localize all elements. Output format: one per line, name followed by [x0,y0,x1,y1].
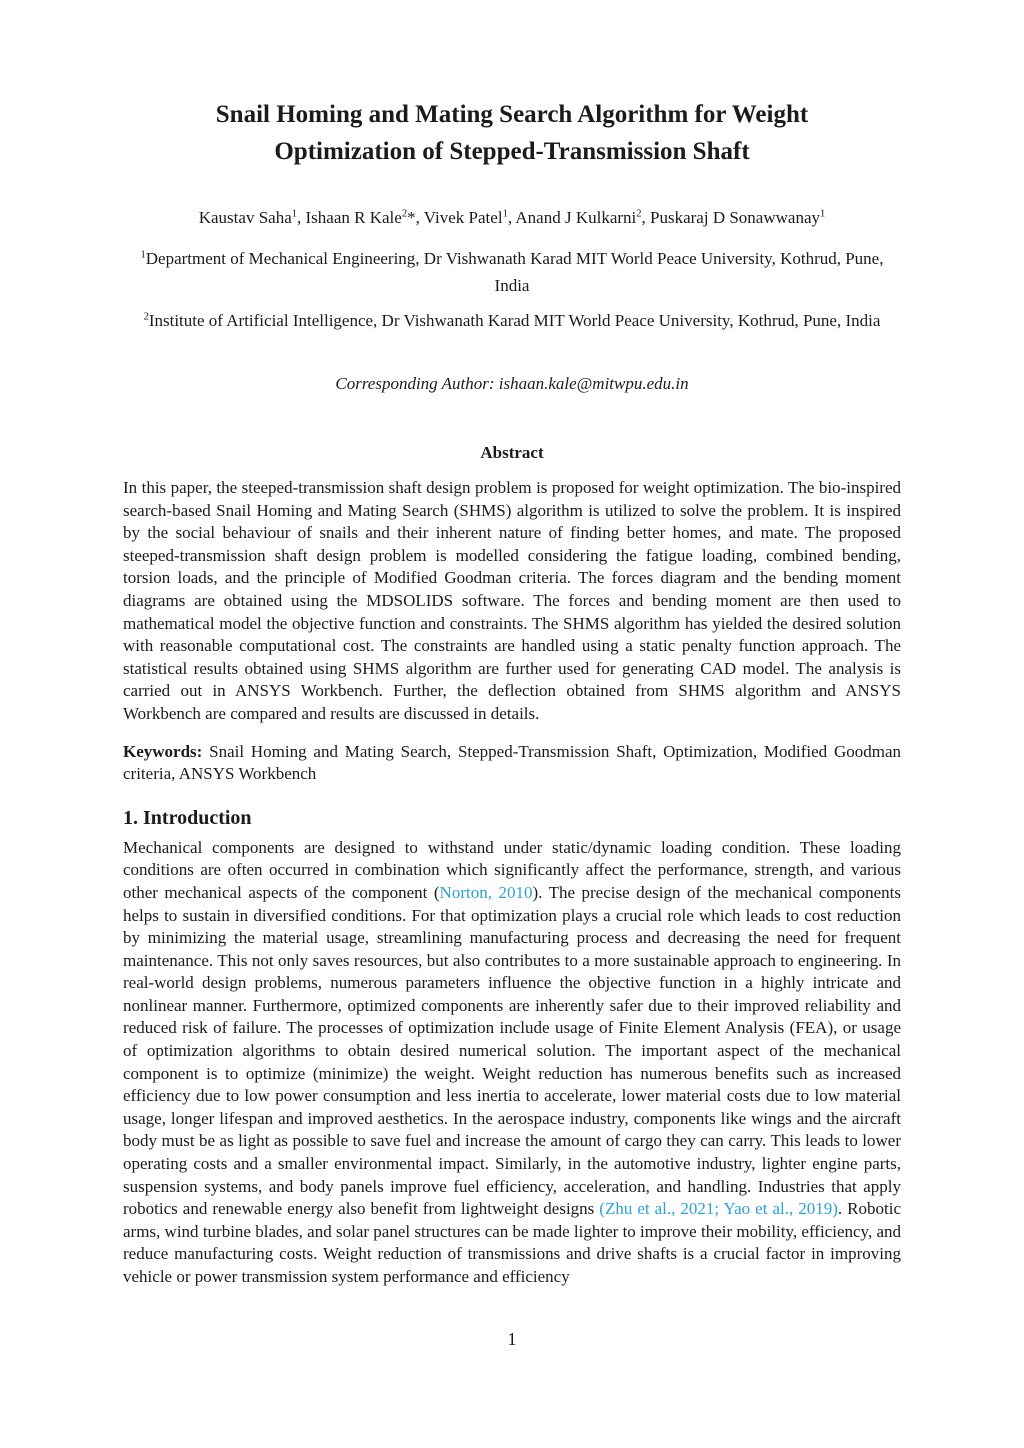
citation-link[interactable]: Norton, 2010 [439,882,533,902]
text-segment: 2 [401,208,408,220]
text-segment: Institute of Artificial Intelligence, Dr Vishwanath Karad MIT World Peace University, Kothrud, Pune, India [148,311,881,330]
affiliation-2 [123,307,901,334]
text-segment: , Anand J Kulkarni [507,208,637,227]
text-segment: *, Vivek Patel [407,208,503,227]
citation-link[interactable]: (Zhu et al., 2021; Yao et al., 2019) [599,1199,838,1219]
text-segment: 2 [143,311,149,323]
text-segment: 2 [636,208,642,220]
text-segment: . Robotic arms, wind turbine blades, and solar panel structures can be made lighter to improve their mobility, efficiency, and reduce manufacturing costs. Weight reduction of transmissions and drive shafts is a crucial factor in improving vehicle or power transmission system performance and efficiency [123,1199,901,1286]
text-segment: ). The precise design of the mechanical components helps to sustain in diversified conditions. For that optimization plays a crucial role which leads to cost reduction by minimizing the material usage, streamlining manufacturing process and decreasing the need for frequent maintenance. This not only saves resources, but also contributes to a more sustainable approach to engineering. In real-world design problems, numerous parameters influence the objective function in a highly intricate and nonlinear manner. Furthermore, optimized components are inherently safer due to their improved reliability and reduced risk of failure. The processes of optimization include usage of Finite Element Analysis (FEA), or usage of optimization algorithms to obtain desired numerical solution. The important aspect of the mechanical component is to optimize (minimize) the weight. Weight reduction has numerous benefits such as increased efficiency due to low power consumption and less inertia to accelerate, lower material costs due to low material usage, longer lifespan and improved aesthetics. In the aerospace industry, components like wings and the aircraft body must be as light as possible to save fuel and increase the amount of cargo they can carry. This leads to lower operating costs and a smaller environmental impact. Similarly, in the automotive industry, lighter engine parts, suspension systems, and body panels improve fuel efficiency, acceleration, and handling. Industries that apply robotics and renewable energy also benefit from lightweight designs [123,882,901,1219]
text-segment: Department of Mechanical Engineering, Dr Vishwanath Karad MIT World Peace University, Kothrud, Pune, India [145,249,884,295]
text-segment: 1 [820,208,826,220]
keywords-paragraph [123,741,901,786]
introduction-heading: 1. Introduction [123,806,252,829]
paper-title [123,0,901,170]
text-segment: 1 [502,208,508,220]
paper-title-line-2: Optimization of Stepped-Transmission Shaft [274,138,750,165]
text-segment: , Ishaan R Kale [297,208,402,227]
abstract-heading: Abstract [480,443,544,462]
text-segment: Mechanical components are designed to withstand under static/dynamic loading condition. These loading conditions are often occurred in combination which significantly affect the performance, strength, and various other mechanical aspects of the component ( [123,837,901,902]
text-segment: Kaustav Saha [198,208,292,227]
authors-line [123,206,901,229]
text-segment: 1 [291,208,298,220]
page-number: 1 [507,1329,517,1349]
text-segment: Keywords: [123,741,203,761]
text-segment: , Puskaraj D Sonawwanay [641,208,820,227]
text-segment: 1 [140,249,146,261]
abstract-paragraph: In this paper, the steeped-transmission shaft design problem is proposed for weight optimization. The bio-inspired search-based Snail Homing and Mating Search (SHMS) algorithm is utilized to solve the problem. It is inspired by the social behaviour of snails and their inherent nature of finding better homes, and mate. The proposed steeped-transmission shaft design problem is modelled considering the fatigue loading, combined bending, torsion loads, and the principle of Modified Goodman criteria. The forces diagram and the bending moment diagrams are obtained using the MDSOLIDS software. The forces and bending moment are then used to mathematical model the objective function and constraints. The SHMS algorithm has yielded the desired solution with reasonable computational cost. The constraints are handled using a static penalty function approach. The statistical results obtained using SHMS algorithm are further used for generating CAD model. The analysis is carried out in ANSYS Workbench. Further, the deflection obtained from SHMS algorithm and ANSYS Workbench are compared and results are discussed in details. [123,478,901,723]
introduction-paragraph [123,837,901,1289]
text-segment: Snail Homing and Mating Search, Stepped-Transmission Shaft, Optimization, Modified Goodman criteria, ANSYS Workbench [123,741,901,784]
affiliation-1 [123,245,901,299]
paper-title-line-1: Snail Homing and Mating Search Algorithm for Weight [215,101,809,128]
corresponding-author-line: Corresponding Author: ishaan.kale@mitwpu.edu.in [335,374,689,393]
